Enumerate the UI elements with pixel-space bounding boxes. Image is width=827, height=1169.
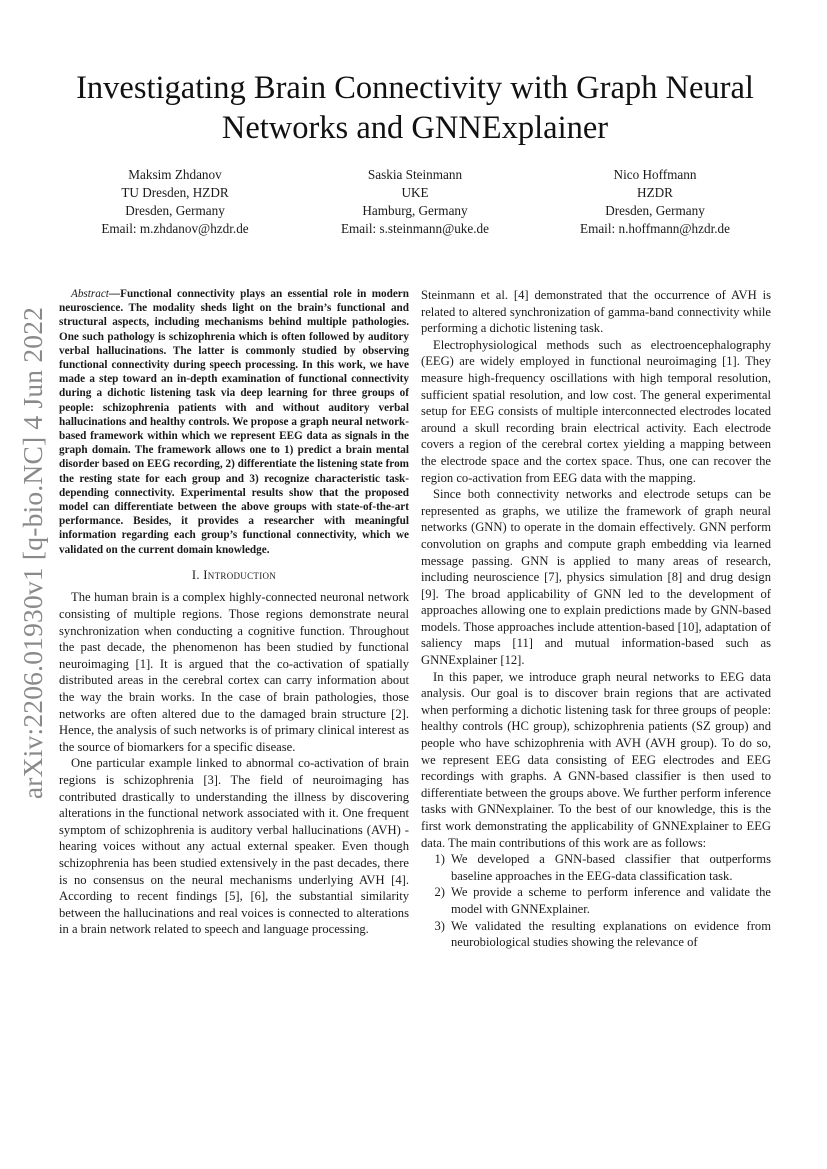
paragraph: One particular example linked to abnormal co-activation of brain regions is schizophrenia [3]. The field of neuroimaging has contributed drastically to understanding the illness by discovering alterations in the functional network associated with it. One frequent symptom of schizophrenia is auditory verbal hallucinations (AVH) - hearing voices without any actual external speaker. Even though schizophrenia has been studied extensively in the past decades, there is no consensus on the neural mechanisms underlying AVH [4]. According to recent findings [5], [6], the substantial similarity between the hallucinations and real voices is connected to alterations in a brain network related to speech and language processing. — [59, 756, 409, 937]
paragraph: Since both connectivity networks and electrode setups can be represented as graphs, we utilize the framework of graph neural networks (GNN) to operate in the domain effectively. GNN perform convolution on graphs and compute graph embedding via learned message passing. GNN is applied to many areas of research, including neuroscience [7], physics simulation [8] and drug design [9]. The broad applicability of GNN led to the development of approaches allowing one to explain predictions made by GNN-based models. Those approaches include attention-based [10], adaptation of saliency maps [11] and mutual information-based such as GNNExplainer [12]. — [421, 487, 771, 668]
author-location: Dresden, Germany — [125, 203, 225, 218]
paragraph: Electrophysiological methods such as electroencephalography (EEG) are widely employed in functional neuroimaging [1]. They measure high-frequency oscillations with high temporal resolution, sufficient spatial resolution, and low cost. The general experimental setup for EEG consists of multiple interconnected electrodes located around a skull recording brain electrical activity. Each electrode covers a region of the cerebral cortex yielding a mapping between the electrode space and the cortex space. Thus, one can recover the region co-activation from EEG data with the mapping. — [421, 337, 771, 485]
section-heading-introduction: I. Introduction — [191, 567, 277, 582]
list-text: We provide a scheme to perform inference and validate the model with GNNExplainer. — [451, 885, 771, 916]
author-name: Saskia Steinmann — [367, 167, 463, 182]
paragraph: In this paper, we introduce graph neural networks to EEG data analysis. Our goal is to discover brain regions that are activated when performing a dichotic listening task for three groups of people: healthy controls (HC group), schizophrenia patients (SZ group) and people who have schizophrenia with AVH (AVH group). To do so, we represent EEG data consisting of EEG electrodes and EEG recordings with graphs. A GNN-based classifier is then used to differentiate between the groups above. We further perform inference tasks with GNNexplainer. To the best of our knowledge, this is the first work demonstrating the applicability of GNNExplainer to EEG data. The main contributions of this work are as follows: — [421, 669, 771, 850]
contributions-list — [421, 851, 771, 951]
author-3 — [540, 166, 770, 238]
author-name: Nico Hoffmann — [613, 167, 697, 182]
paragraph: Steinmann et al. [4] demonstrated that the occurrence of AVH is related to altered synchronization of gamma-band connectivity while performing a dichotic listening task. — [421, 288, 771, 336]
author-affiliation: UKE — [401, 185, 429, 200]
list-number: 3) — [434, 918, 445, 933]
arxiv-identifier: arXiv:2206.01930v1 [q-bio.NC] 4 Jun 2022 — [17, 306, 48, 799]
list-text: We validated the resulting explanations on evidence from neurobiological studies showing the relevance of — [451, 918, 771, 950]
author-affiliation: HZDR — [637, 185, 673, 200]
paragraph: The human brain is a complex highly-connected neuronal network consisting of multiple regions. Those regions demonstrate neural synchronization when conducting a cognitive function. Throughout the past decade, the phenomenon has been studied by functional neuroimaging [1]. It is argued that the co-activation of spatially distributed areas in the cerebral cortex can carry information about the way the brain works. In the case of brain pathologies, those networks are often altered due to the damaged brain structure [2]. Hence, the analysis of such networks is of primary clinical interest as the source of biomarkers for a specific disease. — [59, 590, 409, 754]
author-block — [60, 166, 770, 238]
author-email: Email: m.zhdanov@hzdr.de — [101, 221, 249, 236]
list-item — [421, 918, 771, 951]
list-item — [421, 851, 771, 884]
list-text: We developed a GNN-based classifier that outperforms baseline approaches in the EEG-data classification task. — [451, 852, 771, 883]
list-number: 1) — [434, 852, 445, 867]
author-location: Dresden, Germany — [605, 203, 705, 218]
list-item — [421, 884, 771, 917]
author-name: Maksim Zhdanov — [128, 167, 222, 182]
author-1 — [60, 166, 290, 238]
author-affiliation: TU Dresden, HZDR — [121, 185, 229, 200]
list-number: 2) — [434, 885, 445, 900]
author-email: Email: n.hoffmann@hzdr.de — [580, 221, 730, 236]
abstract-text: —Functional connectivity plays an essential role in modern neuroscience. The modality sheds light on the brain’s functional and structural aspects, including mechanisms behind multiple pathologies. One such pathology is schizophrenia which is often followed by auditory verbal hallucinations. The latter is commonly studied by observing functional connectivity during speech processing. In this work, we have made a step toward an in-depth examination of functional connectivity during a dichotic listening task via deep learning for three groups of people: schizophrenia patients with and without auditory verbal hallucinations and healthy controls. We propose a graph neural network-based framework within which we represent EEG data as signals in the graph domain. The framework allows one to 1) predict a brain mental disorder based on EEG recording, 2) differentiate the listening state from the resting state for each group and 3) recognize characteristic task-depending connectivity. Experimental results show that the proposed model can differentiate between the above groups with state-of-the-art performance. Besides, it provides a researcher with meaningful information regarding each group’s functional connectivity, which we validated on the current domain knowledge. — [59, 288, 409, 556]
author-email: Email: s.steinmann@uke.de — [340, 221, 490, 236]
author-location: Hamburg, Germany — [362, 203, 468, 218]
abstract-label: Abstract — [71, 288, 109, 300]
abstract — [59, 287, 409, 557]
paper-title: Investigating Brain Connectivity with Graph Neural Networks and GNNExplainer — [76, 70, 754, 146]
left-column — [59, 287, 409, 938]
author-2 — [300, 166, 530, 238]
right-column — [421, 287, 771, 951]
arxiv-watermark — [8, 275, 58, 830]
